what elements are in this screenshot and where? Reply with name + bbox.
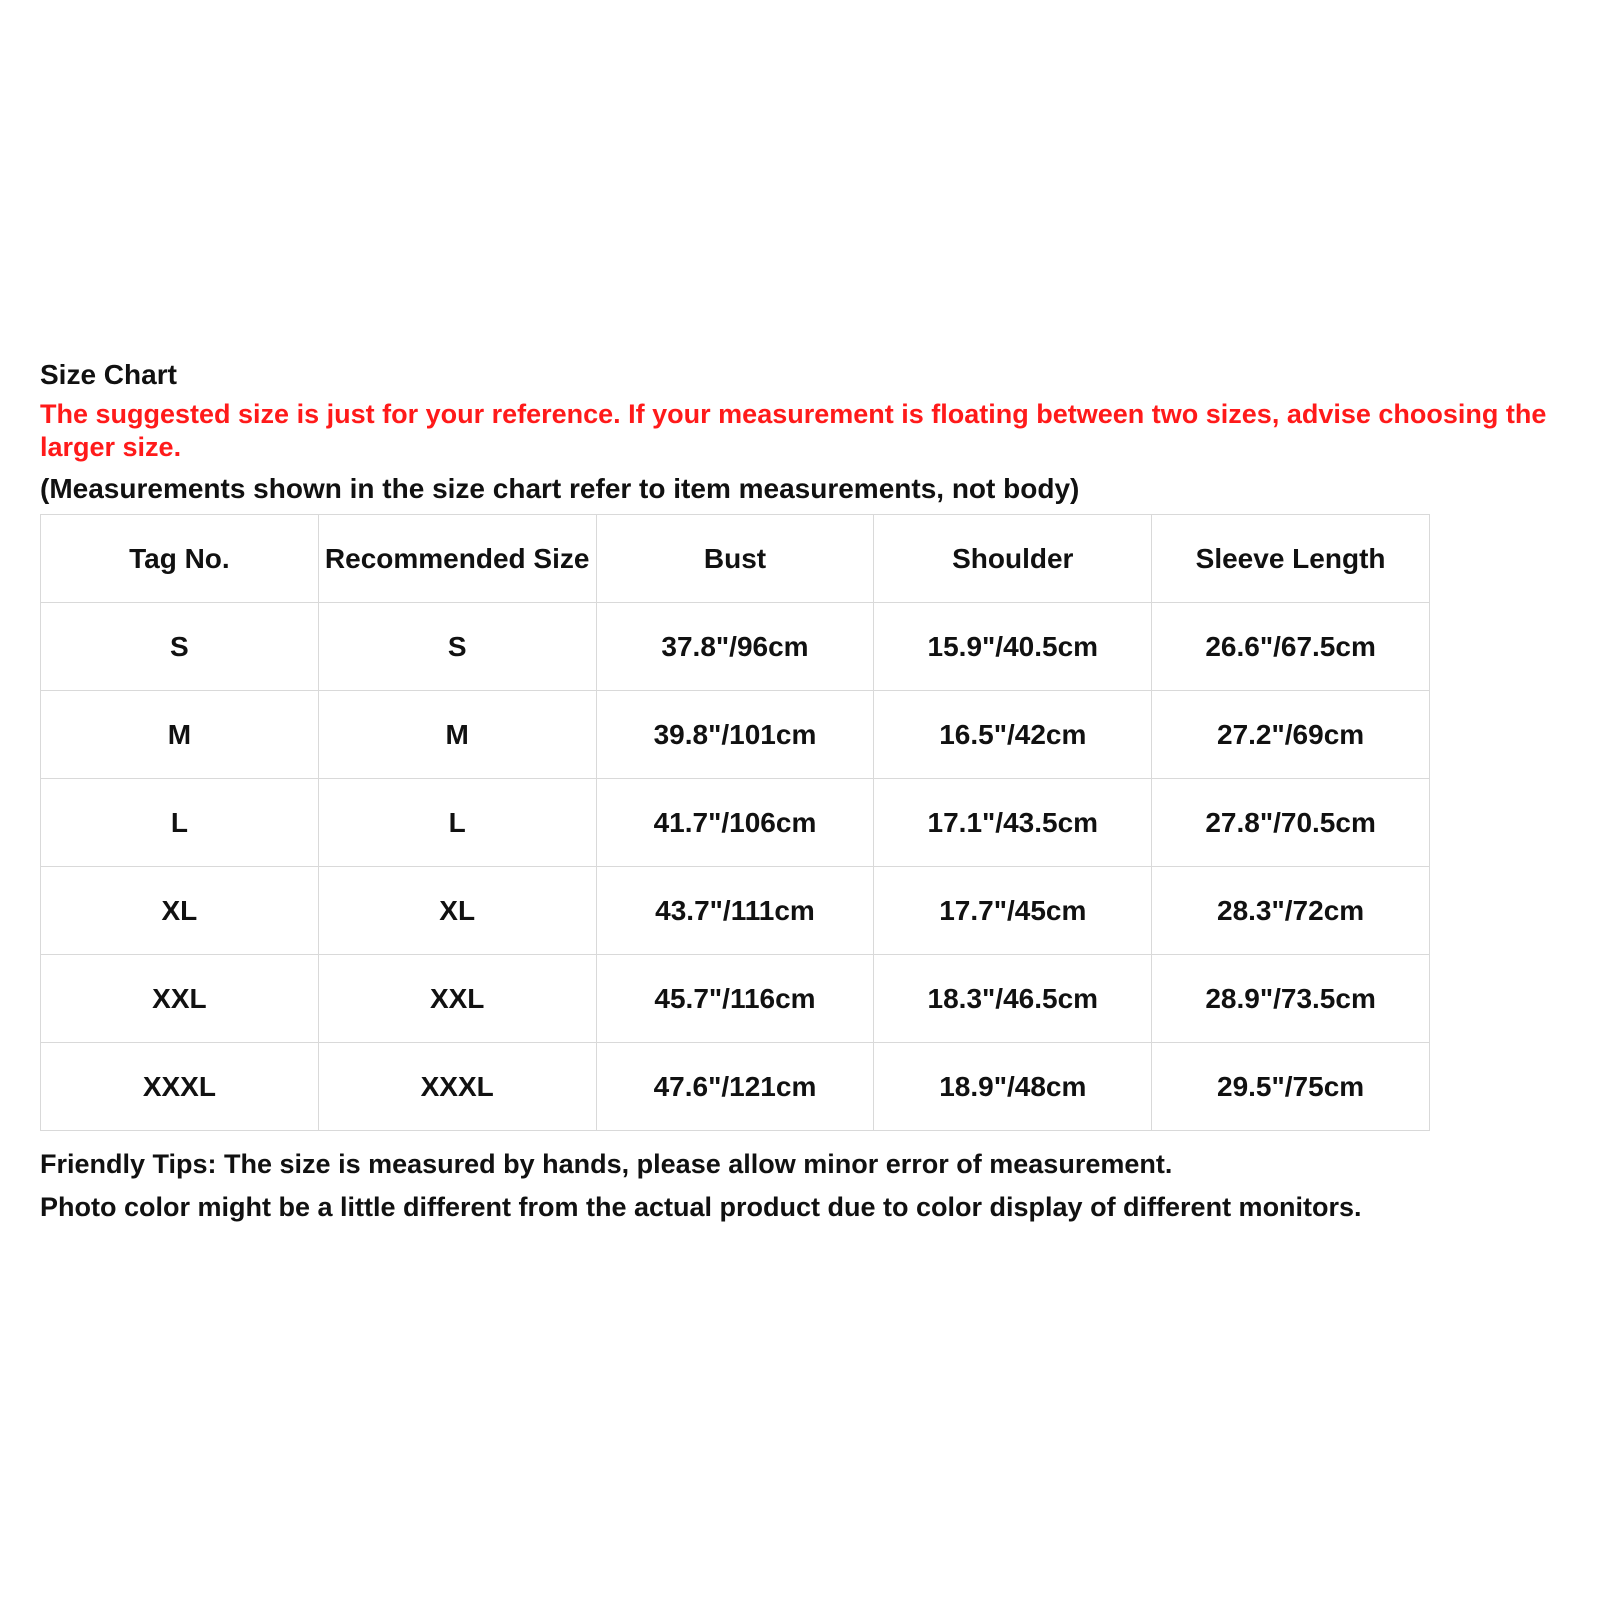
table-cell: XXXL	[41, 1043, 319, 1131]
table-cell: M	[41, 691, 319, 779]
table-cell: 29.5"/75cm	[1152, 1043, 1430, 1131]
table-cell: 37.8"/96cm	[596, 603, 874, 691]
table-cell: L	[41, 779, 319, 867]
tip-measurement: Friendly Tips: The size is measured by hands, please allow minor error of measurement.	[40, 1149, 1173, 1179]
table-cell: 17.7"/45cm	[874, 867, 1152, 955]
table-cell: 28.9"/73.5cm	[1152, 955, 1430, 1043]
table-cell: M	[318, 691, 596, 779]
table-row	[41, 779, 1430, 867]
table-cell: L	[318, 779, 596, 867]
table-header-row	[41, 515, 1430, 603]
column-header-tag-no: Tag No.	[41, 515, 319, 603]
column-header-sleeve-length: Sleeve Length	[1152, 515, 1430, 603]
table-cell: 16.5"/42cm	[874, 691, 1152, 779]
table-cell: 27.2"/69cm	[1152, 691, 1430, 779]
table-cell: 27.8"/70.5cm	[1152, 779, 1430, 867]
table-cell: XL	[41, 867, 319, 955]
table-cell: XL	[318, 867, 596, 955]
size-notice: The suggested size is just for your reference. If your measurement is floating between two sizes, advise choosing the larger size.	[40, 399, 1547, 462]
friendly-tips	[40, 1147, 1570, 1224]
size-chart-document	[40, 358, 1570, 1233]
size-table	[40, 514, 1430, 1131]
table-cell: 15.9"/40.5cm	[874, 603, 1152, 691]
table-cell: S	[318, 603, 596, 691]
table-cell: 17.1"/43.5cm	[874, 779, 1152, 867]
table-cell: 43.7"/111cm	[596, 867, 874, 955]
column-header-shoulder: Shoulder	[874, 515, 1152, 603]
column-header-bust: Bust	[596, 515, 874, 603]
table-cell: 39.8"/101cm	[596, 691, 874, 779]
table-cell: 26.6"/67.5cm	[1152, 603, 1430, 691]
table-cell: 28.3"/72cm	[1152, 867, 1430, 955]
table-cell: S	[41, 603, 319, 691]
table-cell: 45.7"/116cm	[596, 955, 874, 1043]
table-row	[41, 955, 1430, 1043]
table-row	[41, 1043, 1430, 1131]
table-cell: 41.7"/106cm	[596, 779, 874, 867]
table-cell: 18.3"/46.5cm	[874, 955, 1152, 1043]
table-row	[41, 867, 1430, 955]
table-row	[41, 691, 1430, 779]
table-cell: XXXL	[318, 1043, 596, 1131]
table-row	[41, 603, 1430, 691]
measurement-note: (Measurements shown in the size chart refer to item measurements, not body)	[40, 473, 1080, 504]
column-header-recommended-size: Recommended Size	[318, 515, 596, 603]
table-cell: XXL	[41, 955, 319, 1043]
page-title: Size Chart	[40, 359, 177, 390]
tip-photo-color: Photo color might be a little different from the actual product due to color display of different monitors.	[40, 1192, 1362, 1222]
table-cell: XXL	[318, 955, 596, 1043]
table-cell: 47.6"/121cm	[596, 1043, 874, 1131]
table-cell: 18.9"/48cm	[874, 1043, 1152, 1131]
